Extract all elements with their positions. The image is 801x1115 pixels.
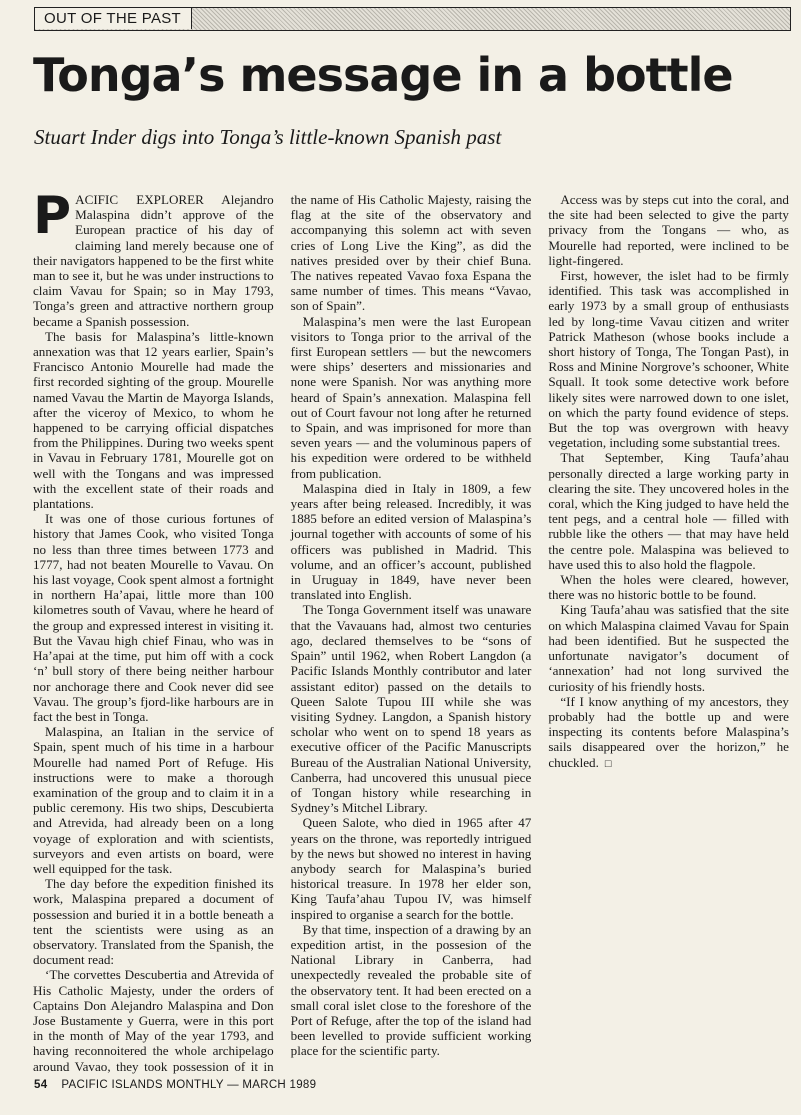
article-paragraph: Malaspina, an Italian in the service of Spain, spent much of his time in a harbour Mourelle had named Port of Refuge. His instructions were to make a thorough examination of the group and to claim it in a public ceremony. His two ships, Descubierta and Atrevida, had already been on a long voyage of exploration and with scientists, surveyors and even artists on board, were well equipped for the task. [33, 724, 274, 876]
standfirst: Stuart Inder digs into Tonga’s little-known Spanish past [34, 125, 502, 149]
article-paragraph: First, however, the islet had to be firmly identified. This task was accomplished in early 1973 by a small group of enthusiasts led by long-time Vavau citizen and writer Patrick Matheson (whose books include a short history of Tonga, The Tongan Past), in Ross and Minine Norgrove’s schooner, White Squall. It took some detective work before likely sites were narrowed down to one islet, on which the party found evidence of steps. But the top was overgrown with heavy vegetation, including some substantial trees. [548, 268, 789, 451]
article-paragraph: “If I know anything of my ancestors, they probably had the bottle up and were inspecting its contents before Malaspina’s sails disappeared over the horizon,” he chuckled. □ [548, 693, 789, 770]
article-paragraph: Queen Salote, who died in 1965 after 47 years on the throne, was reportedly intrigued by the news but showed no interest in having anybody search for Malaspina’s buried historical treasure. In 1978 her elder son, King Taufa’ahau Tupou IV, was himself inspired to organise a search for the bottle. [290, 815, 532, 922]
article-paragraph: King Taufa’ahau was satisfied that the site on which Malaspina claimed Vavau for Spain had been identified. But he suspected the unfortunate navigator’s document of ‘annexation’ had not long survived the curiosity of his friendly hosts. [548, 602, 789, 694]
headline: Tonga’s message in a bottle [33, 48, 733, 102]
article-paragraph: The basis for Malaspina’s little-known annexation was that 12 years earlier, Spain’s Francisco Antonio Mourelle had made the first recorded sighting of the group. Mourelle named Vavau the Martin de Mayorga Islands, after the viceroy of Mexico, to whom he happened to be carrying official dispatches from the Philippines. During two weeks spent in Vavau in February 1781, Mourelle got on well with the Tongans and was impressed with the excellent state of their roads and plantations. [33, 328, 274, 512]
section-label: OUT OF THE PAST [35, 8, 192, 29]
article-paragraph: By that time, inspection of a drawing by an expedition artist, in the possesion of the National Library in Canberra, had unexpectedly revealed the probable site of the observatory tent. It had been erected on a small coral islet close to the foreshore of the Port of Refuge, after the top of the island had been levelled to provide sufficient working place for the scientific party. [290, 921, 532, 1059]
article-paragraph: PACIFIC EXPLORER Alejandro Malaspina didn’t approve of the European practice of his day of claiming land merely because one of their navigators happened to be the first white man to see it, but he was under instructions to claim Vavau for Spain; so in May 1793, Tonga’s green and attractive northern group became a Spanish possession. [33, 186, 274, 329]
article-paragraph: Malaspina died in Italy in 1809, a few years after being released. Incredibly, it was 1885 before an edited version of Malaspina’s journal together with accounts of some of his officers was published in Madrid. This volume, and an officer’s account, published in Uruguay in 1849, have never been translated into English. [290, 480, 532, 603]
article-paragraph: It was one of those curious fortunes of history that James Cook, who visited Tonga no less than three times between 1773 and 1777, had not beaten Mourelle to Vavau. On his last voyage, Cook spent almost a fortnight in northern Ha’apai, little more than 100 kilometres south of Vavau, where he heard of the group and expressed interest in visiting it. But the Vavau high chief Finau, who was in Ha’apai at the time, put him off with a cock ‘n’ bull story of there being neither harbour nor anchorage there and Cook never did see Vavau. The group’s fjord-like harbours are in fact the best in Tonga. [33, 511, 274, 724]
publication-line: PACIFIC ISLANDS MONTHLY — MARCH 1989 [61, 1079, 317, 1091]
article-paragraph: The day before the expedition finished its work, Malaspina prepared a document of possession and buried it in a bottle beneath a tent the scientists were using as an observatory. Translated from the Spanish, the document read: [33, 876, 274, 968]
section-banner [34, 7, 791, 31]
page-footer [34, 1079, 316, 1091]
end-mark-icon: □ [604, 757, 612, 770]
article-paragraph: Access was by steps cut into the coral, and the site had been selected to give the party privacy from the Tongans — who, as Mourelle had reported, were inclined to be light-fingered. [548, 192, 789, 268]
article-paragraph: The Tonga Government itself was unaware that the Vavauans had, almost two centuries ago, declared themselves to be “sons of Spain” until 1962, when Robert Langdon (a Pacific Islands Monthly contributor and later assistant editor) passed on the details to Queen Salote Tupou III while she was visiting Sydney. Langdon, a Spanish history scholar who went on to spend 18 years as executive officer of the Pacific Manuscripts Bureau of the Australian National University, Canberra, had uncovered this unusual piece of Tongan history while researching in Sydney’s Mitchel Library. [290, 602, 532, 816]
page-number: 54 [34, 1079, 48, 1091]
article-paragraph: That September, King Taufa’ahau personally directed a large working party in clearing the site. They uncovered holes in the coral, which the King judged to have held the tent pegs, and a central hole — filled with rubble like the others — that may have held the centre pole. Malaspina was believed to have used this to also hold the flagpole. [548, 450, 789, 572]
article-paragraph: ‘The corvettes Descubertia and Atrevida of His Catholic Majesty, under the orders of Captains Don Alejandro Malaspina and Don Jose Bustamente y Guerra, were in this port in the month of May of the year 1793, and having reconnoitered the whole archipelago around Vavao, they took possession of it in the name of His Catholic Majesty, raising the flag at the site of the observatory and accompanying this solemn act with seven cries of Long Live the King”, as did the natives presided over by their chief Buna. The natives repeated Vavao foxa Espana the same number of times. This means “Vavao, son of Spain”. [33, 192, 532, 1074]
article-paragraph: When the holes were cleared, however, there was no historic bottle to be found. [548, 572, 789, 603]
article-paragraph: Malaspina’s men were the last European visitors to Tonga prior to the arrival of the first European settlers — but the newcomers were ships’ deserters and missionaries and none were Spanish. Nor was anything more heard of Spain’s annexation. Malaspina fell out of Court favour not long after he returned to Spain, and was imprisoned for more than seven years — and the voluminous papers of his expedition were ordered to be withheld from publication. [290, 313, 532, 481]
drop-cap: P [33, 186, 72, 246]
article-body [33, 186, 789, 1077]
